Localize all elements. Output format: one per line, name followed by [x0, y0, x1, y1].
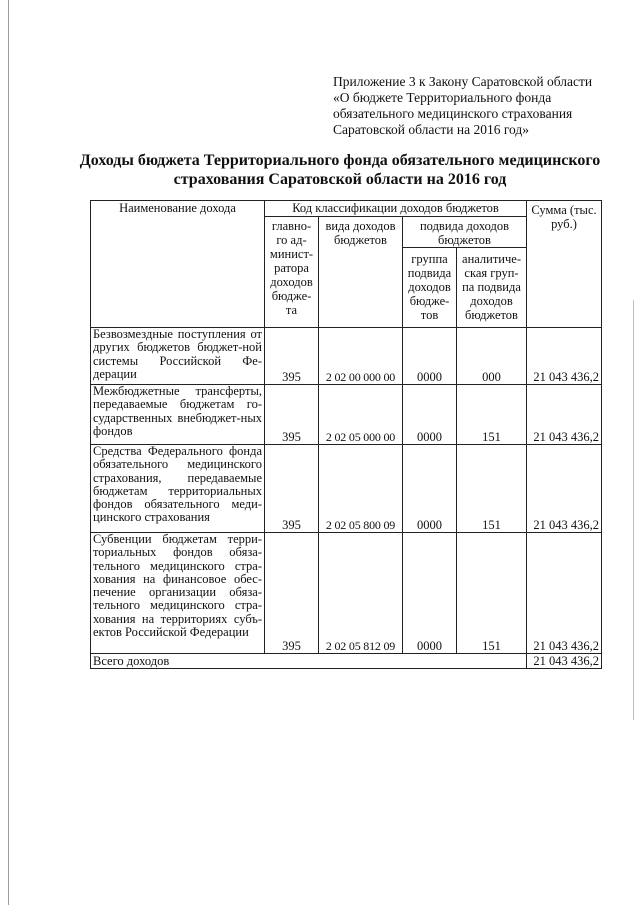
appendix-line: Приложение 3 к Закону Саратовской области: [333, 74, 593, 89]
scan-left-edge: [8, 0, 9, 905]
row-sum: 21 043 436,2: [527, 533, 602, 654]
table-row: [91, 328, 602, 385]
row-analytic: 000: [457, 328, 527, 385]
row-group: 0000: [403, 385, 457, 445]
budget-revenue-table: [90, 200, 602, 669]
header-code-group: Код классификации доходов бюджетов: [265, 201, 527, 217]
header-name: Наименование дохода: [91, 201, 265, 328]
row-name: Межбюджетные трансферты, передаваемые бюджетам го-сударственных внебюджет-ных фондов: [91, 385, 265, 445]
table-row: [91, 533, 602, 654]
row-analytic: 151: [457, 445, 527, 533]
row-name: Безвозмездные поступления от других бюджетов бюджет-ной системы Российской Фе-дерации: [91, 328, 265, 385]
row-admin: 395: [265, 533, 319, 654]
row-analytic: 151: [457, 385, 527, 445]
header-admin: главно-го ад-минист-ратора доходов бюдже-та: [265, 217, 319, 328]
row-name: Субвенции бюджетам терри-ториальных фондов обяза-тельного медицинского стра-хования на финансовое обес-печение организации обяза-тельного медицинского стра-хования на территориях субъ-ектов Российской Федерации: [91, 533, 265, 654]
row-sum: 21 043 436,2: [527, 328, 602, 385]
appendix-line: Саратовской области на 2016 год»: [333, 122, 530, 137]
scan-right-edge: [633, 300, 634, 720]
row-sum: 21 043 436,2: [527, 385, 602, 445]
row-group: 0000: [403, 533, 457, 654]
row-analytic: 151: [457, 533, 527, 654]
row-code: 2 02 05 800 09: [319, 445, 403, 533]
row-code: 2 02 05 000 00: [319, 385, 403, 445]
header-group: группа подвида доходов бюдже-тов: [403, 248, 457, 328]
row-group: 0000: [403, 328, 457, 385]
row-admin: 395: [265, 328, 319, 385]
row-admin: 395: [265, 385, 319, 445]
row-group: 0000: [403, 445, 457, 533]
header-analytic: аналитиче-ская груп-па подвида доходов бюджетов: [457, 248, 527, 328]
total-row: [91, 654, 602, 669]
title-line-2: страхования Саратовской области на 2016 год: [173, 171, 507, 188]
row-code: 2 02 00 000 00: [319, 328, 403, 385]
header-revenue-type: вида доходов бюджетов: [319, 217, 403, 328]
title-line-1: Доходы бюджета Территориального фонда обязательного медицинского: [79, 152, 601, 169]
appendix-note: [333, 74, 623, 138]
header-sum: Сумма (тыс. руб.): [527, 201, 602, 328]
total-sum: 21 043 436,2: [527, 654, 602, 669]
row-name: Средства Федерального фонда обязательного медицинского страхования, передаваемые бюджетам территориальных фондов обязательного меди-цинского страхования: [91, 445, 265, 533]
appendix-line: «О бюджете Территориального фонда: [333, 90, 552, 105]
total-label: Всего доходов: [91, 654, 527, 669]
table-row: [91, 445, 602, 533]
row-sum: 21 043 436,2: [527, 445, 602, 533]
row-admin: 395: [265, 445, 319, 533]
appendix-line: обязательного медицинского страхования: [333, 106, 573, 121]
table-row: [91, 385, 602, 445]
row-code: 2 02 05 812 09: [319, 533, 403, 654]
document-title: [70, 151, 610, 189]
header-subtype: подвида доходов бюджетов: [403, 217, 527, 248]
